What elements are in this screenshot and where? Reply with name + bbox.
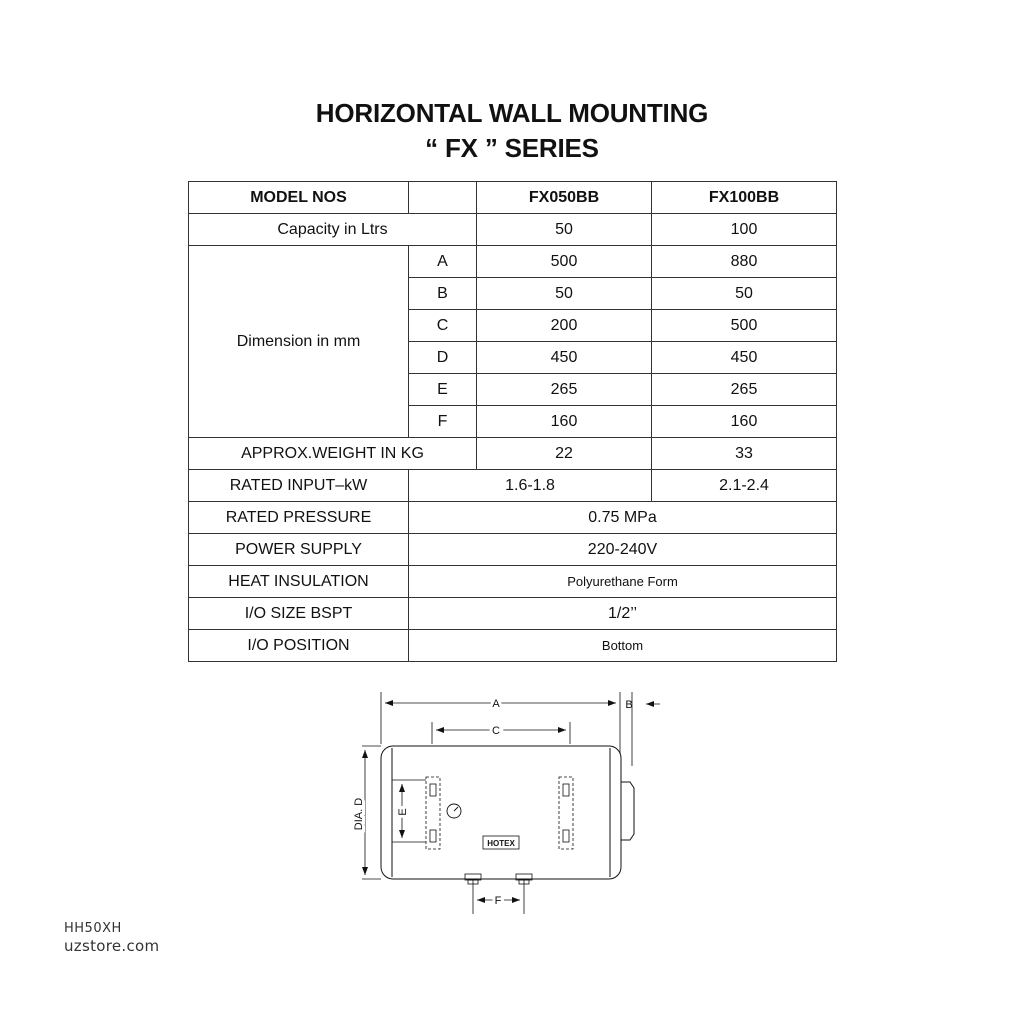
dimension-label-c: C: [492, 725, 500, 737]
spec-table: [188, 181, 837, 662]
header-model-1: FX050BB: [477, 182, 652, 214]
dimension-arrows: [365, 703, 660, 900]
brand-plate-label: HOTEX: [487, 839, 515, 848]
dimension-key: B: [409, 278, 477, 310]
rated-input-label: RATED INPUT–kW: [189, 470, 409, 502]
table-row: [189, 566, 837, 598]
page-title: HORIZONTAL WALL MOUNTING: [315, 98, 709, 128]
dimension-value-model-2: 50: [652, 278, 837, 310]
dimension-value-model-2: 265: [652, 374, 837, 406]
dimension-value-model-2: 500: [652, 310, 837, 342]
dimension-value-model-1: 265: [477, 374, 652, 406]
dimension-key: F: [409, 406, 477, 438]
gauge-icon: [447, 804, 461, 818]
heater-body: [381, 746, 634, 879]
brand-plate: [483, 836, 519, 849]
capacity-model-1: 50: [477, 214, 652, 246]
rated-input-model-2: 2.1-2.4: [652, 470, 837, 502]
rated-input-model-1: 1.6-1.8: [409, 470, 652, 502]
io-size-value: 1/2’’: [409, 598, 837, 630]
io-position-value: Bottom: [409, 630, 837, 662]
dimension-label-e: E: [397, 808, 409, 816]
page-subtitle: “ FX ” SERIES: [425, 133, 599, 163]
power-supply-label: POWER SUPPLY: [189, 534, 409, 566]
header-key-cell: [409, 182, 477, 214]
weight-label: APPROX.WEIGHT IN KG: [189, 438, 477, 470]
header-label: MODEL NOS: [189, 182, 409, 214]
dimension-key: D: [409, 342, 477, 374]
power-supply-value: 220-240V: [409, 534, 837, 566]
weight-model-1: 22: [477, 438, 652, 470]
heater-dimension-diagram: [340, 684, 660, 914]
heat-insulation-value: Polyurethane Form: [409, 566, 837, 598]
store-url: uzstore.com: [64, 937, 160, 955]
rated-pressure-value: 0.75 MPa: [409, 502, 837, 534]
rated-pressure-label: RATED PRESSURE: [189, 502, 409, 534]
table-row: [189, 534, 837, 566]
table-row: [189, 502, 837, 534]
dimension-label-d: DIA. D: [353, 797, 365, 831]
dimension-value-model-2: 450: [652, 342, 837, 374]
dimension-value-model-1: 50: [477, 278, 652, 310]
mounting-bracket-right: [559, 777, 573, 849]
dimension-key: E: [409, 374, 477, 406]
capacity-model-2: 100: [652, 214, 837, 246]
dimension-key: C: [409, 310, 477, 342]
table-row: [189, 438, 837, 470]
capacity-label: Capacity in Ltrs: [189, 214, 477, 246]
product-code: HH50XH: [64, 921, 122, 936]
dimension-value-model-1: 450: [477, 342, 652, 374]
mounting-bracket-left: [426, 777, 440, 849]
dimension-value-model-2: 880: [652, 246, 837, 278]
dimension-value-model-1: 160: [477, 406, 652, 438]
table-row: [189, 630, 837, 662]
header-model-2: FX100BB: [652, 182, 837, 214]
dimension-label: Dimension in mm: [189, 246, 409, 438]
table-row: [189, 214, 837, 246]
dimension-value-model-1: 200: [477, 310, 652, 342]
table-header-row: [189, 182, 837, 214]
io-position-label: I/O POSITION: [189, 630, 409, 662]
heat-insulation-label: HEAT INSULATION: [189, 566, 409, 598]
table-row: [189, 470, 837, 502]
dimension-label-a: A: [492, 698, 500, 710]
io-size-label: I/O SIZE BSPT: [189, 598, 409, 630]
table-row: [189, 246, 837, 278]
dimension-value-model-1: 500: [477, 246, 652, 278]
dimension-key: A: [409, 246, 477, 278]
dimension-label-f: F: [494, 895, 502, 907]
dimension-label-b: B: [625, 699, 633, 711]
dimension-value-model-2: 160: [652, 406, 837, 438]
table-row: [189, 598, 837, 630]
weight-model-2: 33: [652, 438, 837, 470]
